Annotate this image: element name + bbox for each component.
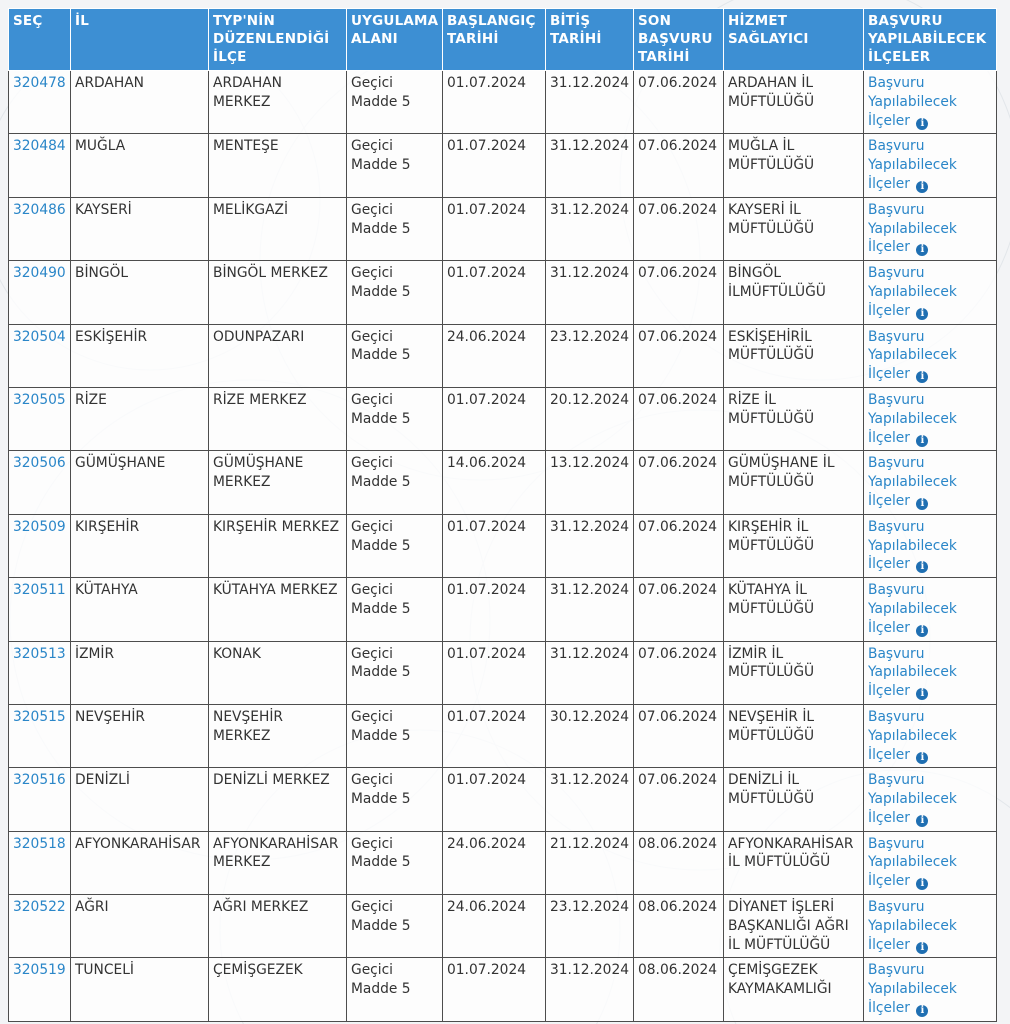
basvuru-ilceler-link[interactable] — [868, 709, 957, 763]
cell-basvuru-ilceler[interactable] — [864, 134, 997, 197]
cell-son-basvuru: 07.06.2024 — [634, 704, 724, 767]
cell-baslangic: 01.07.2024 — [443, 578, 546, 641]
basvuru-ilceler-label: Başvuru Yapılabilecek İlçeler — [868, 328, 957, 383]
cell-uygulama-alani: Geçici Madde 5 — [347, 514, 443, 577]
info-icon[interactable]: i — [916, 561, 928, 573]
cell-ilce: MENTEŞE — [209, 134, 347, 197]
cell-basvuru-ilceler[interactable] — [864, 895, 997, 958]
cell-bitis: 31.12.2024 — [546, 134, 634, 197]
basvuru-ilceler-link[interactable] — [868, 646, 957, 700]
col-header-baslangic: BAŞLANGIÇ TARİHİ — [443, 9, 546, 71]
col-header-sec[interactable]: SEÇ — [9, 9, 71, 71]
info-icon[interactable]: i — [916, 752, 928, 764]
cell-basvuru-ilceler[interactable] — [864, 451, 997, 514]
cell-uygulama-alani: Geçici Madde 5 — [347, 704, 443, 767]
table-row — [9, 261, 997, 324]
cell-ilce: ARDAHAN MERKEZ — [209, 71, 347, 134]
basvuru-ilceler-link[interactable] — [868, 392, 957, 446]
basvuru-ilceler-link[interactable] — [868, 962, 957, 1016]
col-header-son-basvuru: SON BAŞVURU TARİHİ — [634, 9, 724, 71]
basvuru-ilceler-label: Başvuru Yapılabilecek İlçeler — [868, 645, 957, 700]
table-row — [9, 451, 997, 514]
cell-uygulama-alani: Geçici Madde 5 — [347, 387, 443, 450]
info-icon[interactable]: i — [916, 498, 928, 510]
cell-ilce: AFYONKARAHİSAR MERKEZ — [209, 831, 347, 894]
cell-basvuru-ilceler[interactable] — [864, 641, 997, 704]
basvuru-ilceler-link[interactable] — [868, 836, 957, 890]
cell-ilce: MELİKGAZİ — [209, 197, 347, 260]
cell-basvuru-ilceler[interactable] — [864, 261, 997, 324]
cell-uygulama-alani: Geçici Madde 5 — [347, 451, 443, 514]
cell-code[interactable] — [9, 261, 71, 324]
cell-ilce: AĞRI MERKEZ — [209, 895, 347, 958]
program-code-link[interactable]: 320490 — [13, 265, 66, 282]
basvuru-ilceler-label: Başvuru Yapılabilecek İlçeler — [868, 835, 957, 890]
cell-il: BİNGÖL — [71, 261, 209, 324]
cell-basvuru-ilceler[interactable] — [864, 958, 997, 1021]
cell-baslangic: 01.07.2024 — [443, 134, 546, 197]
cell-ilce: ÇEMİŞGEZEK — [209, 958, 347, 1021]
cell-baslangic: 01.07.2024 — [443, 768, 546, 831]
cell-baslangic: 01.07.2024 — [443, 704, 546, 767]
cell-son-basvuru: 08.06.2024 — [634, 831, 724, 894]
cell-uygulama-alani: Geçici Madde 5 — [347, 768, 443, 831]
basvuru-ilceler-link[interactable] — [868, 899, 957, 953]
info-icon[interactable]: i — [916, 1005, 928, 1017]
cell-il: KAYSERİ — [71, 197, 209, 260]
program-code-link[interactable]: 320484 — [13, 138, 66, 155]
cell-il: RİZE — [71, 387, 209, 450]
cell-ilce: KONAK — [209, 641, 347, 704]
cell-uygulama-alani: Geçici Madde 5 — [347, 831, 443, 894]
cell-bitis: 13.12.2024 — [546, 451, 634, 514]
basvuru-ilceler-label: Başvuru Yapılabilecek İlçeler — [868, 708, 957, 763]
cell-ilce: NEVŞEHİR MERKEZ — [209, 704, 347, 767]
cell-ilce: ODUNPAZARI — [209, 324, 347, 387]
cell-code[interactable] — [9, 831, 71, 894]
info-icon[interactable]: i — [916, 181, 928, 193]
cell-bitis: 31.12.2024 — [546, 578, 634, 641]
table-row — [9, 958, 997, 1021]
cell-il: İZMİR — [71, 641, 209, 704]
cell-uygulama-alani: Geçici Madde 5 — [347, 71, 443, 134]
program-code-link[interactable]: 320509 — [13, 518, 66, 535]
cell-son-basvuru: 07.06.2024 — [634, 514, 724, 577]
cell-ilce: KÜTAHYA MERKEZ — [209, 578, 347, 641]
info-icon[interactable]: i — [916, 371, 928, 383]
cell-son-basvuru: 07.06.2024 — [634, 261, 724, 324]
basvuru-ilceler-label: Başvuru Yapılabilecek İlçeler — [868, 455, 957, 509]
cell-hizmet: ESKİŞEHİRİL MÜFTÜLÜĞÜ — [724, 324, 864, 387]
cell-ilce: GÜMÜŞHANE MERKEZ — [209, 451, 347, 514]
program-list-container — [8, 8, 996, 1022]
cell-baslangic: 01.07.2024 — [443, 261, 546, 324]
col-header-uygulama-alani: UYGULAMA ALANI — [347, 9, 443, 71]
col-header-bitis: BİTİŞ TARİHİ — [546, 9, 634, 71]
cell-il: ARDAHAN — [71, 71, 209, 134]
cell-bitis: 31.12.2024 — [546, 71, 634, 134]
cell-baslangic: 01.07.2024 — [443, 197, 546, 260]
cell-baslangic: 01.07.2024 — [443, 641, 546, 704]
cell-hizmet: MUĞLA İL MÜFTÜLÜĞÜ — [724, 134, 864, 197]
cell-code[interactable] — [9, 197, 71, 260]
cell-hizmet: KÜTAHYA İL MÜFTÜLÜĞÜ — [724, 578, 864, 641]
program-code-link[interactable]: 320511 — [13, 582, 66, 599]
basvuru-ilceler-label: Başvuru Yapılabilecek İlçeler — [868, 138, 957, 192]
basvuru-ilceler-label: Başvuru Yapılabilecek İlçeler — [868, 899, 957, 953]
table-row — [9, 71, 997, 134]
basvuru-ilceler-label: Başvuru Yapılabilecek İlçeler — [868, 265, 957, 319]
basvuru-ilceler-label: Başvuru Yapılabilecek İlçeler — [868, 391, 957, 446]
cell-ilce: KIRŞEHİR MERKEZ — [209, 514, 347, 577]
cell-code[interactable] — [9, 958, 71, 1021]
cell-uygulama-alani: Geçici Madde 5 — [347, 134, 443, 197]
cell-il: GÜMÜŞHANE — [71, 451, 209, 514]
program-code-link[interactable]: 320513 — [13, 645, 66, 662]
cell-il: AFYONKARAHİSAR — [71, 831, 209, 894]
cell-hizmet: DENİZLİ İL MÜFTÜLÜĞÜ — [724, 768, 864, 831]
program-code-link[interactable]: 320518 — [13, 835, 66, 852]
cell-code[interactable] — [9, 578, 71, 641]
table-row — [9, 514, 997, 577]
cell-hizmet: ÇEMİŞGEZEK KAYMAKAMLIĞI — [724, 958, 864, 1021]
cell-il: TUNCELİ — [71, 958, 209, 1021]
info-icon[interactable]: i — [916, 308, 928, 320]
table-header-row — [9, 9, 997, 71]
cell-son-basvuru: 07.06.2024 — [634, 324, 724, 387]
cell-son-basvuru: 07.06.2024 — [634, 578, 724, 641]
cell-code[interactable] — [9, 768, 71, 831]
cell-hizmet: KAYSERİ İL MÜFTÜLÜĞÜ — [724, 197, 864, 260]
basvuru-ilceler-label: Başvuru Yapılabilecek İlçeler — [868, 518, 957, 573]
cell-uygulama-alani: Geçici Madde 5 — [347, 958, 443, 1021]
basvuru-ilceler-link[interactable] — [868, 582, 957, 636]
table-row — [9, 578, 997, 641]
info-icon[interactable]: i — [916, 625, 928, 637]
basvuru-ilceler-link[interactable] — [868, 772, 957, 826]
cell-basvuru-ilceler[interactable] — [864, 71, 997, 134]
basvuru-ilceler-label: Başvuru Yapılabilecek İlçeler — [868, 962, 957, 1017]
cell-il: KÜTAHYA — [71, 578, 209, 641]
cell-son-basvuru: 07.06.2024 — [634, 134, 724, 197]
program-code-link[interactable]: 320522 — [13, 899, 66, 916]
cell-il: MUĞLA — [71, 134, 209, 197]
cell-code[interactable] — [9, 324, 71, 387]
program-code-link[interactable]: 320505 — [13, 391, 66, 408]
basvuru-ilceler-label: Başvuru Yapılabilecek İlçeler — [868, 201, 957, 256]
table-row — [9, 134, 997, 197]
cell-code[interactable] — [9, 704, 71, 767]
table-row — [9, 831, 997, 894]
cell-code[interactable] — [9, 451, 71, 514]
cell-baslangic: 24.06.2024 — [443, 324, 546, 387]
cell-son-basvuru: 07.06.2024 — [634, 197, 724, 260]
cell-son-basvuru: 07.06.2024 — [634, 768, 724, 831]
cell-bitis: 31.12.2024 — [546, 768, 634, 831]
cell-code[interactable] — [9, 71, 71, 134]
basvuru-ilceler-link[interactable] — [868, 329, 957, 383]
cell-il: DENİZLİ — [71, 768, 209, 831]
cell-bitis: 31.12.2024 — [546, 958, 634, 1021]
info-icon[interactable]: i — [916, 435, 928, 447]
cell-il: ESKİŞEHİR — [71, 324, 209, 387]
cell-son-basvuru: 07.06.2024 — [634, 387, 724, 450]
col-header-basvuru-ilceler: BAŞVURU YAPILABİLECEK İLÇELER — [864, 9, 997, 71]
cell-hizmet: ARDAHAN İL MÜFTÜLÜĞÜ — [724, 71, 864, 134]
cell-uygulama-alani: Geçici Madde 5 — [347, 197, 443, 260]
cell-code[interactable] — [9, 641, 71, 704]
table-row — [9, 387, 997, 450]
cell-basvuru-ilceler[interactable] — [864, 578, 997, 641]
cell-baslangic: 01.07.2024 — [443, 514, 546, 577]
basvuru-ilceler-link[interactable] — [868, 519, 957, 573]
basvuru-ilceler-link[interactable] — [868, 138, 957, 192]
cell-basvuru-ilceler[interactable] — [864, 324, 997, 387]
cell-son-basvuru: 07.06.2024 — [634, 451, 724, 514]
cell-il: KIRŞEHİR — [71, 514, 209, 577]
cell-hizmet: BİNGÖL İLMÜFTÜLÜĞÜ — [724, 261, 864, 324]
program-code-link[interactable]: 320478 — [13, 75, 66, 91]
table-row — [9, 895, 997, 958]
cell-hizmet: RİZE İL MÜFTÜLÜĞÜ — [724, 387, 864, 450]
basvuru-ilceler-label: Başvuru Yapılabilecek İlçeler — [868, 772, 957, 826]
cell-bitis: 20.12.2024 — [546, 387, 634, 450]
cell-hizmet: GÜMÜŞHANE İL MÜFTÜLÜĞÜ — [724, 451, 864, 514]
basvuru-ilceler-label: Başvuru Yapılabilecek İlçeler — [868, 75, 957, 129]
program-table — [8, 8, 997, 1022]
cell-basvuru-ilceler[interactable] — [864, 514, 997, 577]
program-code-link[interactable]: 320506 — [13, 455, 66, 472]
basvuru-ilceler-link[interactable] — [868, 202, 957, 256]
cell-hizmet: İZMİR İL MÜFTÜLÜĞÜ — [724, 641, 864, 704]
cell-uygulama-alani: Geçici Madde 5 — [347, 895, 443, 958]
cell-uygulama-alani: Geçici Madde 5 — [347, 324, 443, 387]
cell-basvuru-ilceler[interactable] — [864, 704, 997, 767]
cell-son-basvuru: 08.06.2024 — [634, 895, 724, 958]
cell-code[interactable] — [9, 514, 71, 577]
table-row — [9, 324, 997, 387]
cell-bitis: 23.12.2024 — [546, 895, 634, 958]
cell-bitis: 31.12.2024 — [546, 514, 634, 577]
cell-baslangic: 24.06.2024 — [443, 895, 546, 958]
table-row — [9, 197, 997, 260]
program-code-link[interactable]: 320516 — [13, 772, 66, 789]
cell-uygulama-alani: Geçici Madde 5 — [347, 261, 443, 324]
info-icon[interactable]: i — [916, 118, 928, 130]
cell-bitis: 31.12.2024 — [546, 641, 634, 704]
program-code-link[interactable]: 320486 — [13, 201, 66, 218]
col-header-typ-ilce: TYP'NİN DÜZENLENDİĞİ İLÇE — [209, 9, 347, 71]
cell-il: NEVŞEHİR — [71, 704, 209, 767]
cell-son-basvuru: 08.06.2024 — [634, 958, 724, 1021]
info-icon[interactable]: i — [916, 878, 928, 890]
cell-bitis: 31.12.2024 — [546, 197, 634, 260]
cell-bitis: 23.12.2024 — [546, 324, 634, 387]
cell-il: AĞRI — [71, 895, 209, 958]
program-code-link[interactable]: 320519 — [13, 962, 66, 979]
cell-basvuru-ilceler[interactable] — [864, 831, 997, 894]
info-icon[interactable]: i — [916, 815, 928, 827]
cell-hizmet: NEVŞEHİR İL MÜFTÜLÜĞÜ — [724, 704, 864, 767]
basvuru-ilceler-link[interactable] — [868, 75, 957, 129]
basvuru-ilceler-link[interactable] — [868, 265, 957, 319]
cell-baslangic: 01.07.2024 — [443, 958, 546, 1021]
info-icon[interactable]: i — [916, 244, 928, 256]
table-row — [9, 704, 997, 767]
program-code-link[interactable]: 320504 — [13, 328, 66, 345]
cell-code[interactable] — [9, 895, 71, 958]
table-row — [9, 768, 997, 831]
cell-hizmet: AFYONKARAHİSAR İL MÜFTÜLÜĞÜ — [724, 831, 864, 894]
cell-ilce: BİNGÖL MERKEZ — [209, 261, 347, 324]
cell-son-basvuru: 07.06.2024 — [634, 71, 724, 134]
cell-code[interactable] — [9, 134, 71, 197]
cell-son-basvuru: 07.06.2024 — [634, 641, 724, 704]
table-row — [9, 641, 997, 704]
col-header-il: İL — [71, 9, 209, 71]
cell-ilce: RİZE MERKEZ — [209, 387, 347, 450]
basvuru-ilceler-label: Başvuru Yapılabilecek İlçeler — [868, 582, 957, 636]
cell-uygulama-alani: Geçici Madde 5 — [347, 578, 443, 641]
info-icon[interactable]: i — [916, 688, 928, 700]
cell-baslangic: 24.06.2024 — [443, 831, 546, 894]
cell-bitis: 31.12.2024 — [546, 261, 634, 324]
cell-basvuru-ilceler[interactable] — [864, 197, 997, 260]
cell-hizmet: DİYANET İŞLERİ BAŞKANLIĞI AĞRI İL MÜFTÜLÜĞÜ — [724, 895, 864, 958]
cell-hizmet: KIRŞEHİR İL MÜFTÜLÜĞÜ — [724, 514, 864, 577]
cell-basvuru-ilceler[interactable] — [864, 387, 997, 450]
cell-uygulama-alani: Geçici Madde 5 — [347, 641, 443, 704]
cell-bitis: 30.12.2024 — [546, 704, 634, 767]
cell-baslangic: 01.07.2024 — [443, 71, 546, 134]
program-code-link[interactable]: 320515 — [13, 708, 66, 725]
cell-baslangic: 14.06.2024 — [443, 451, 546, 514]
cell-basvuru-ilceler[interactable] — [864, 768, 997, 831]
basvuru-ilceler-link[interactable] — [868, 455, 957, 509]
cell-code[interactable] — [9, 387, 71, 450]
cell-bitis: 21.12.2024 — [546, 831, 634, 894]
col-header-hizmet: HİZMET SAĞLAYICI — [724, 9, 864, 71]
cell-baslangic: 01.07.2024 — [443, 387, 546, 450]
info-icon[interactable]: i — [916, 942, 928, 954]
cell-ilce: DENİZLİ MERKEZ — [209, 768, 347, 831]
